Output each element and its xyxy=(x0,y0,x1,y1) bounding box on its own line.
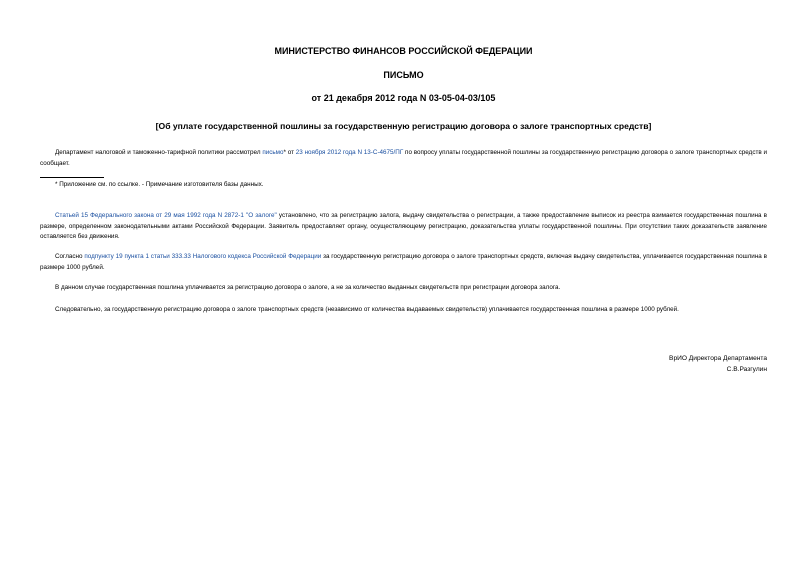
paragraph-law xyxy=(40,211,767,243)
taxcode-text-2: за государственную регистрацию договора о залоге транспортных средств, включая выдачу свидетельства, уплачивается государственная пошлина в размере 1000 рублей. xyxy=(40,253,767,271)
paragraph-case: В данном случае государственная пошлина уплачивается за регистрацию договора о залоге, а не за количество выданных свидетельств при регистрации договора залога. xyxy=(55,284,561,291)
footnote-divider xyxy=(40,177,104,178)
paragraph-conclusion: Следовательно, за государственную регистрацию договора о залоге транспортных средств (независимо от количества выдаваемых свидетельств) уплачивается государственная пошлина в размере 1000 рублей. xyxy=(55,306,679,313)
law-link[interactable]: Статьей 15 Федерального закона от 29 мая 1992 года N 2872-1 "О залоге" xyxy=(55,212,277,219)
intro-text-2: * от xyxy=(283,149,296,156)
paragraph-intro xyxy=(40,148,767,169)
taxcode-text-1: Согласно xyxy=(55,253,85,260)
header-subject: [Об уплате государственной пошлины за государственную регистрацию договора о залоге транспортных средств] xyxy=(155,121,652,131)
letter-link[interactable]: письмо xyxy=(262,149,284,156)
intro-text-1: Департамент налоговой и таможенно-тарифной политики рассмотрел xyxy=(55,149,263,156)
law-text: установлено, что за регистрацию залога, выдачу свидетельства о регистрации, а также предоставление выписок из реестра взимается государственная пошлина в размере, определенном законодательными актами Российской Федерации. Заявитель предоставляет органу, осуществляющему регистрацию, доказательства уплаты государственной пошлины. При отсутствии таких доказательств заявление оставляется без движения. xyxy=(40,212,768,240)
taxcode-link[interactable]: подпункту 19 пункта 1 статьи 333.33 Налогового кодекса Российской Федерации xyxy=(84,253,322,260)
footnote-text: * Приложение см. по ссылке. - Примечание изготовителя базы данных. xyxy=(55,181,264,188)
header-doc-type: ПИСЬМО xyxy=(383,70,424,80)
paragraph-taxcode xyxy=(40,252,767,273)
intro-text-3: по вопросу уплаты государственной пошлины за государственную регистрацию договора о залоге транспортных средств и сообщает. xyxy=(40,149,768,167)
signature-name: С.В.Разгулин xyxy=(726,366,767,373)
header-ministry: МИНИСТЕРСТВО ФИНАНСОВ РОССИЙСКОЙ ФЕДЕРАЦИИ xyxy=(274,46,533,56)
signature-title: ВрИО Директора Департамента xyxy=(669,355,767,362)
header-date-number: от 21 декабря 2012 года N 03-05-04-03/105 xyxy=(311,93,496,103)
letter-date-link[interactable]: 23 ноября 2012 года N 13-С-4675/ПГ xyxy=(295,149,404,156)
